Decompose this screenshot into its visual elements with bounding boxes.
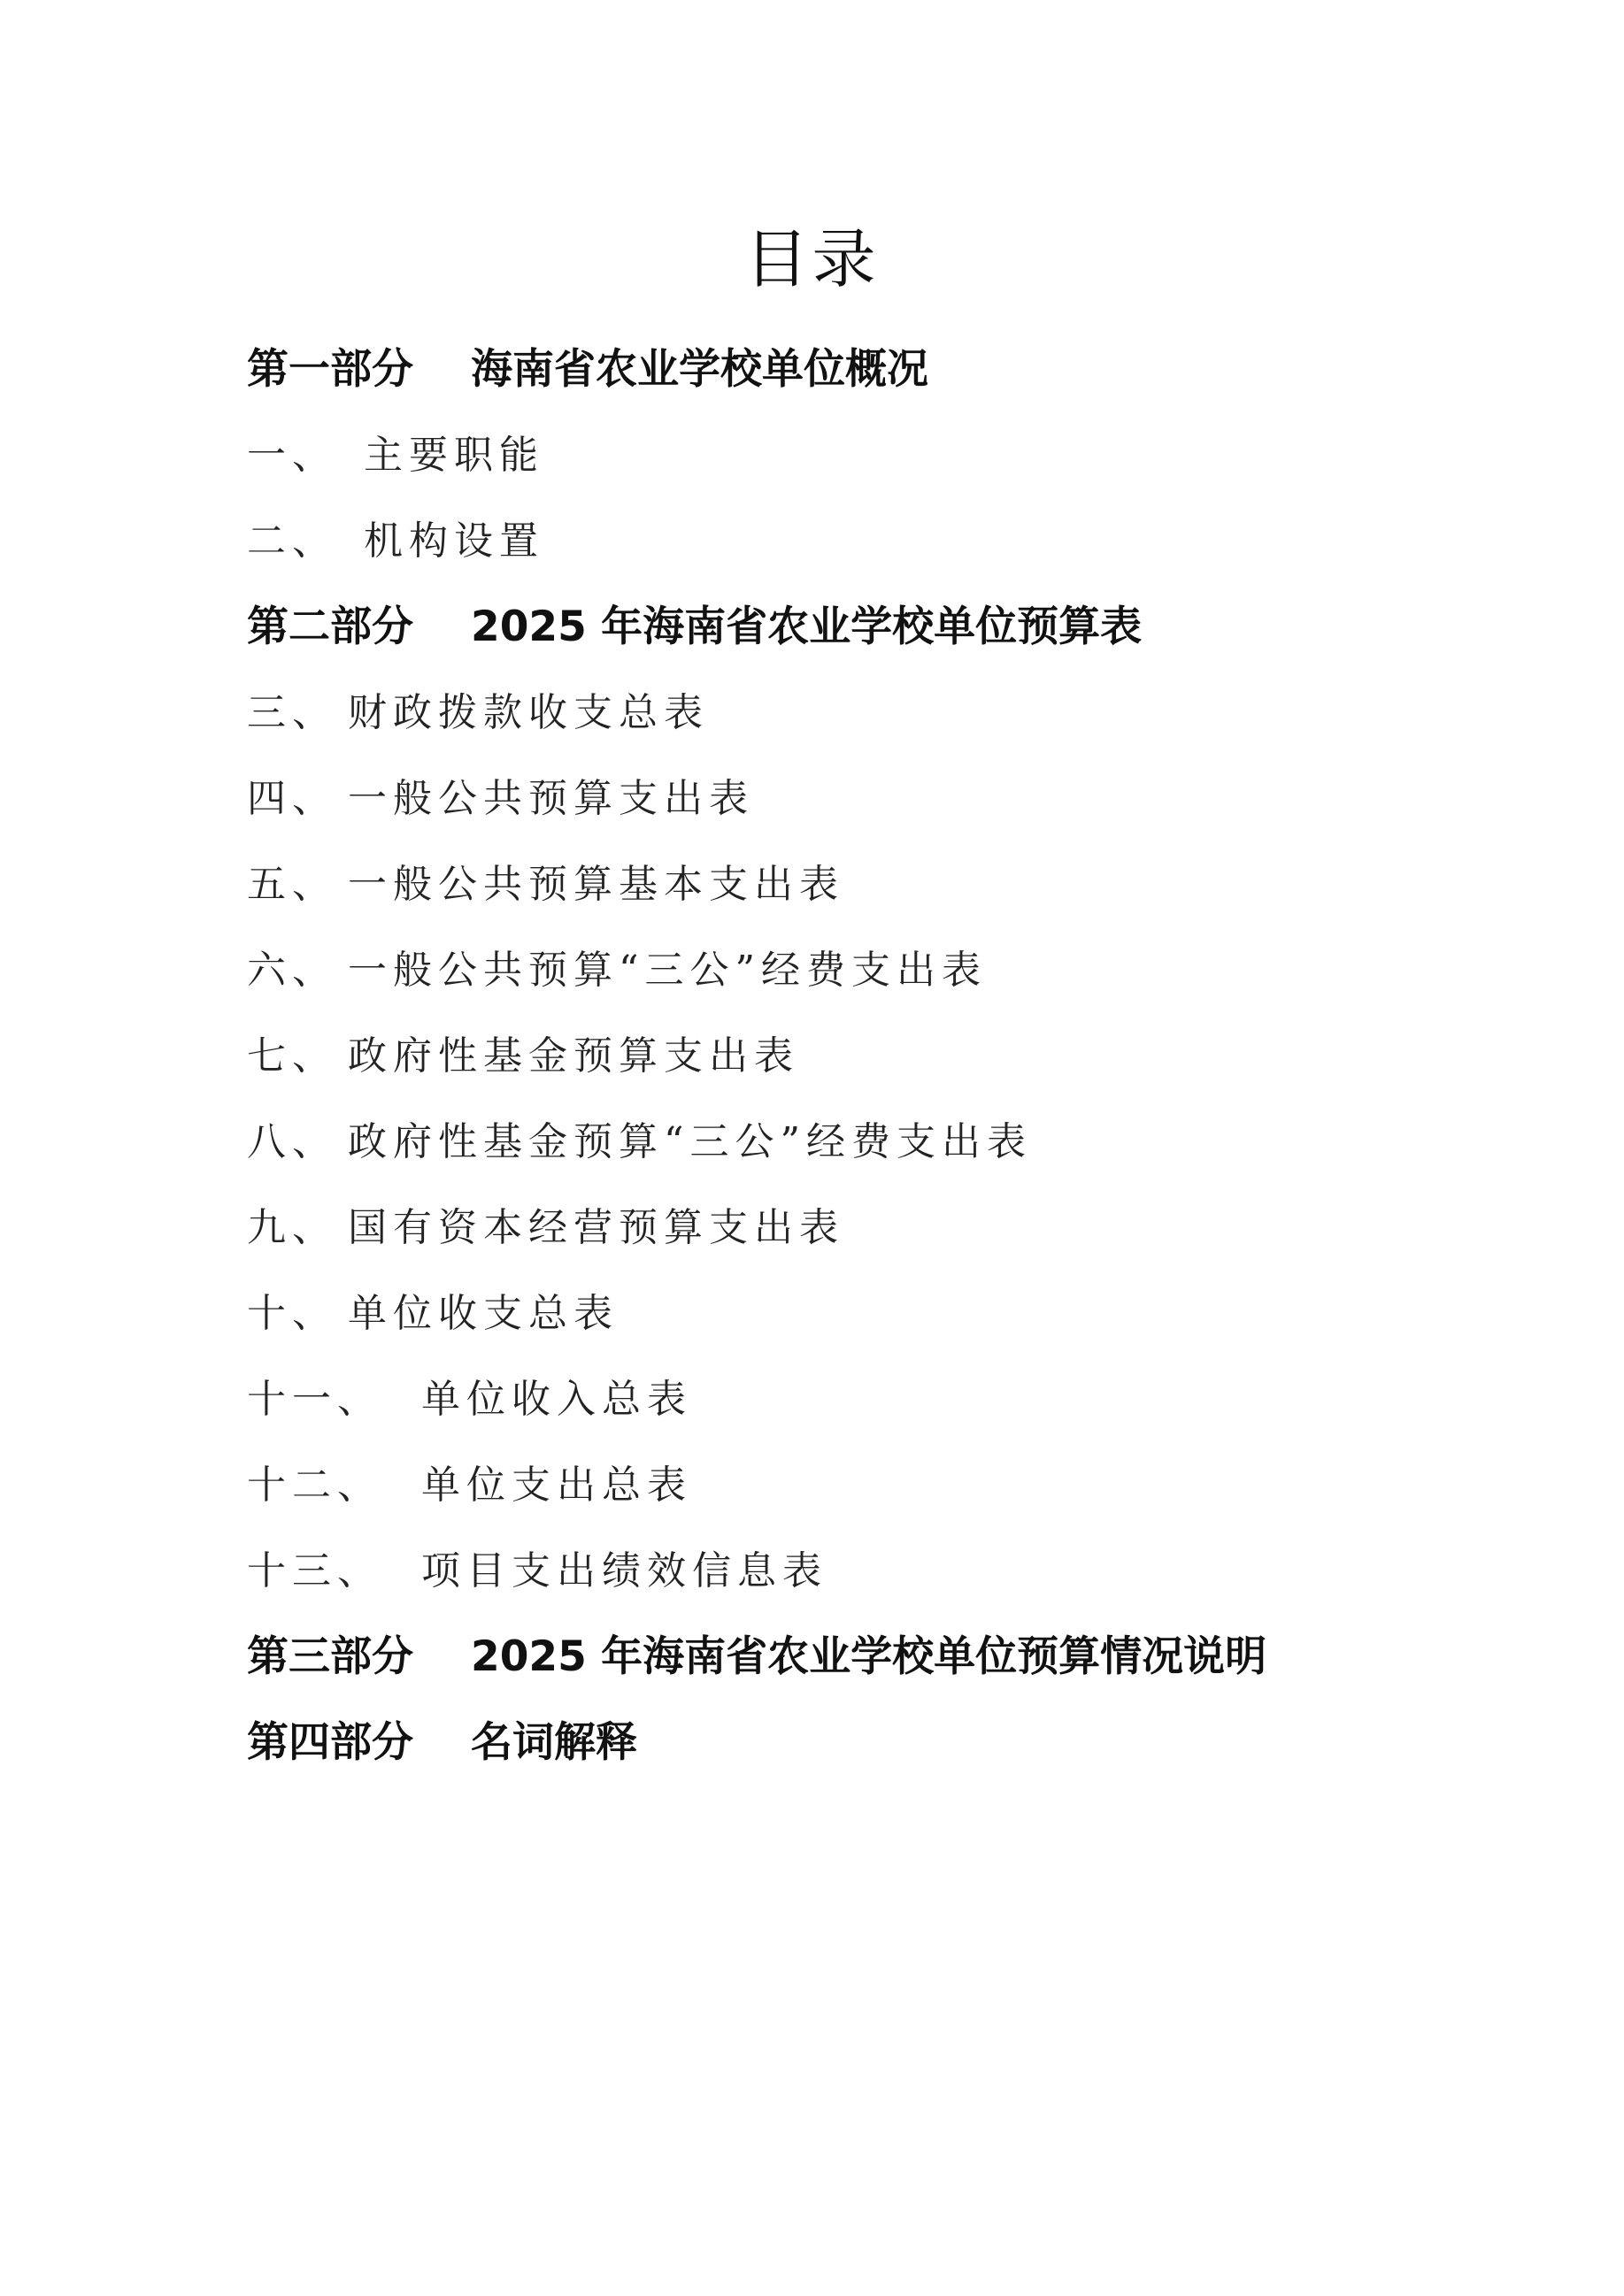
toc-part-number: 第四部分: [247, 1718, 413, 1767]
toc-part-number: 第二部分: [247, 603, 413, 651]
toc-item-13[interactable]: [247, 1540, 827, 1602]
toc-item-number: 九、: [247, 1205, 337, 1250]
toc-item-label: 项目支出绩效信息表: [421, 1548, 827, 1593]
toc-item-number: 十三、: [247, 1548, 382, 1593]
toc-item-2[interactable]: [247, 511, 544, 572]
toc-item-10[interactable]: [247, 1283, 619, 1345]
toc-item-4[interactable]: [247, 768, 754, 830]
toc-item-label: 政府性基金预算“三公”经费支出表: [348, 1119, 1032, 1164]
toc-item-label: 一般公共预算“三公”经费支出表: [348, 948, 987, 993]
toc-item-5[interactable]: [247, 854, 844, 916]
toc-item-3[interactable]: [247, 682, 709, 744]
toc-item-label: 单位收支总表: [348, 1291, 619, 1336]
toc-item-9[interactable]: [247, 1197, 844, 1259]
toc-item-number: 五、: [247, 862, 337, 907]
toc-item-label: 一般公共预算基本支出表: [348, 862, 844, 907]
toc-part-label: 2025 年海南省农业学校单位预算表: [471, 603, 1143, 651]
toc-part-1[interactable]: [247, 339, 928, 401]
toc-part-label: 海南省农业学校单位概况: [471, 345, 928, 394]
toc-item-number: 六、: [247, 948, 337, 993]
toc-item-1[interactable]: [247, 425, 544, 487]
toc-item-label: 单位收入总表: [421, 1377, 692, 1422]
toc-item-number: 七、: [247, 1033, 337, 1079]
toc-item-label: 主要职能: [364, 433, 544, 478]
toc-part-label: 名词解释: [471, 1718, 637, 1767]
toc-item-number: 十、: [247, 1291, 337, 1336]
toc-item-6[interactable]: [247, 940, 987, 1002]
toc-item-number: 四、: [247, 776, 337, 821]
toc-item-label: 国有资本经营预算支出表: [348, 1205, 844, 1250]
toc-item-label: 机构设置: [364, 518, 544, 564]
toc-item-number: 八、: [247, 1119, 337, 1164]
toc-item-8[interactable]: [247, 1111, 1032, 1173]
toc-item-number: 十二、: [247, 1463, 382, 1508]
toc-item-11[interactable]: [247, 1369, 692, 1431]
toc-item-number: 一、: [247, 433, 337, 478]
page-title: 目录: [744, 222, 880, 296]
toc-part-label: 2025 年海南省农业学校单位预算情况说明: [471, 1632, 1267, 1681]
toc-part-4[interactable]: [247, 1712, 637, 1774]
toc-part-number: 第三部分: [247, 1632, 413, 1681]
toc-item-number: 三、: [247, 690, 337, 735]
toc-item-number: 二、: [247, 518, 337, 564]
toc-item-label: 单位支出总表: [421, 1463, 692, 1508]
toc-part-2[interactable]: [247, 596, 1142, 658]
toc-item-label: 一般公共预算支出表: [348, 776, 754, 821]
toc-item-label: 财政拨款收支总表: [348, 690, 709, 735]
toc-item-12[interactable]: [247, 1455, 692, 1517]
toc-item-label: 政府性基金预算支出表: [348, 1033, 799, 1079]
toc-part-number: 第一部分: [247, 345, 413, 394]
toc-item-7[interactable]: [247, 1025, 799, 1087]
toc-part-3[interactable]: [247, 1626, 1266, 1688]
toc-item-number: 十一、: [247, 1377, 382, 1422]
